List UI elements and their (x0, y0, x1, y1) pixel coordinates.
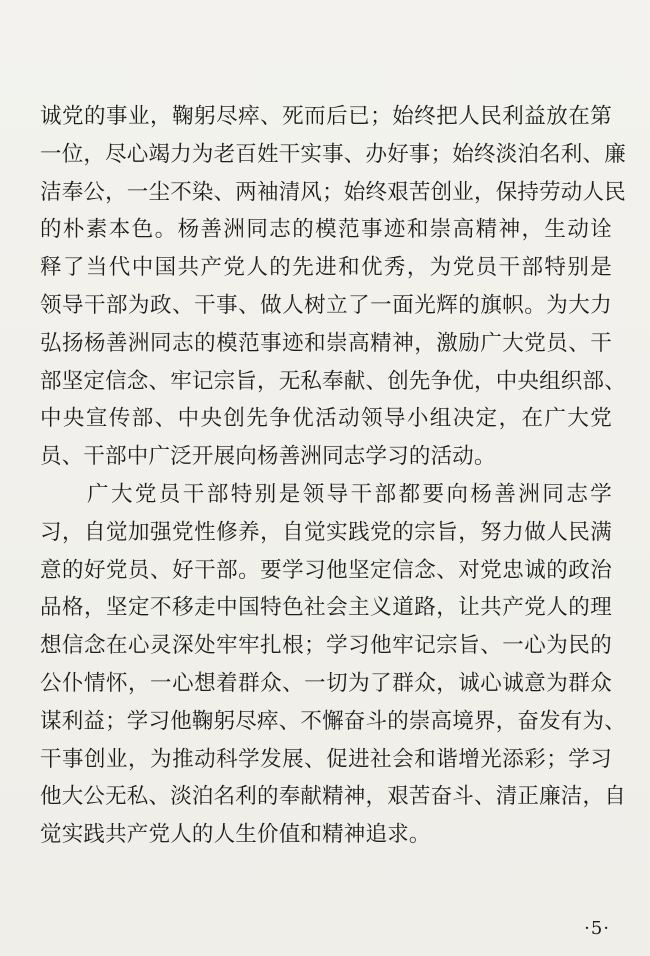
text-line: 弘扬杨善洲同志的模范事迹和崇高精神，激励广大党员、干 (40, 330, 612, 356)
page-number: ·5· (584, 918, 610, 939)
text-line: 干事创业，为推动科学发展、促进社会和谐增光添彩；学习 (40, 746, 612, 772)
text-line: 领导干部为政、干事、做人树立了一面光辉的旗帜。为大力 (40, 292, 612, 318)
text-line: 广大党员干部特别是领导干部都要向杨善洲同志学 (87, 481, 612, 507)
text-line: 觉实践共产党人的人生价值和精神追求。 (40, 822, 431, 848)
text-line: 他大公无私、淡泊名利的奉献精神，艰苦奋斗、清正廉洁，自 (40, 784, 626, 810)
text-line: 意的好党员、好干部。要学习他坚定信念、对党忠诚的政治 (40, 557, 612, 583)
text-line: 品格，坚定不移走中国特色社会主义道路，让共产党人的理 (40, 595, 612, 621)
text-line: 一位，尽心竭力为老百姓干实事、办好事；始终淡泊名利、廉 (40, 141, 626, 167)
body-text (40, 98, 626, 854)
text-line: 释了当代中国共产党人的先进和优秀，为党员干部特别是 (40, 255, 612, 281)
text-line: 想信念在心灵深处牢牢扎根；学习他牢记宗旨、一心为民的 (40, 633, 612, 659)
text-line: 部坚定信念、牢记宗旨，无私奉献、创先争优，中央组织部、 (40, 368, 626, 394)
text-line: 习，自觉加强党性修养，自觉实践党的宗旨，努力做人民满 (40, 519, 612, 545)
text-line: 员、干部中广泛开展向杨善洲同志学习的活动。 (40, 444, 496, 470)
text-line: 中央宣传部、中央创先争优活动领导小组决定，在广大党 (40, 406, 612, 432)
text-line: 谋利益；学习他鞠躬尽瘁、不懈奋斗的崇高境界，奋发有为、 (40, 708, 626, 734)
text-line: 洁奉公，一尘不染、两袖清风；始终艰苦创业，保持劳动人民 (40, 179, 626, 205)
text-line: 的朴素本色。杨善洲同志的模范事迹和崇高精神，生动诠 (40, 217, 612, 243)
text-line: 公仆情怀，一心想着群众、一切为了群众，诚心诚意为群众 (40, 670, 612, 696)
text-line: 诚党的事业，鞠躬尽瘁、死而后已；始终把人民利益放在第 (40, 104, 612, 129)
